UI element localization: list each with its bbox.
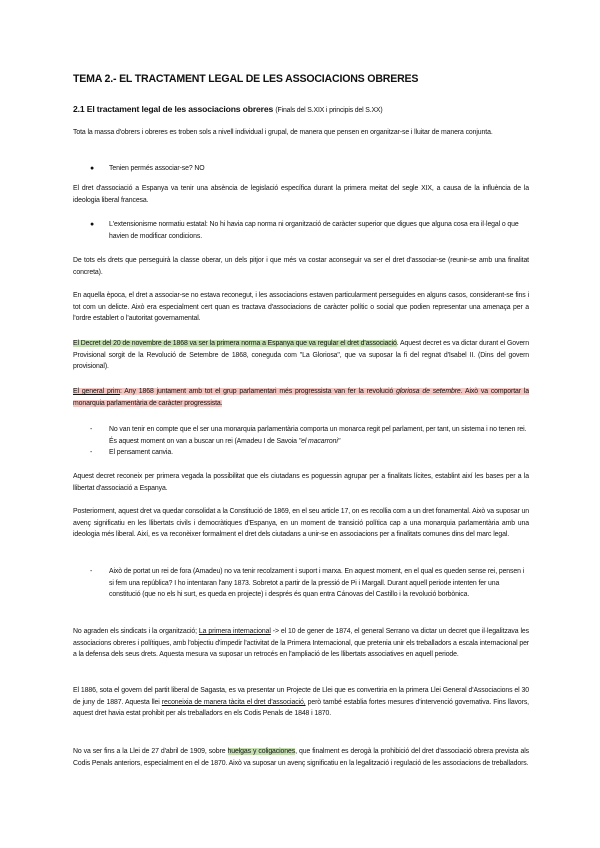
paragraph-primera-internacional — [73, 626, 529, 661]
paragraph-llei-1887 — [73, 685, 529, 720]
paragraph-text: No va ser fins a la Llei de 27 d'abril de 1909, sobre — [73, 748, 228, 755]
dash-item — [90, 424, 530, 447]
paragraph-general-prim — [73, 386, 529, 409]
paragraph: En aquella època, el dret a associar-se no estava reconegut, i les associacions estaven particularment perseguides en alguns casos, considerant-se fins i tot com un delicte. Això era especialment cert quan es tractava d'associacions de caràcter polític o social que podien representar una amenaça per a l'ordre establert o l'autoritat governamental. — [73, 292, 529, 323]
dash-item — [90, 566, 530, 601]
bullet-text: L'extensionisme normatiu estatal: No hi havia cap norma ni organització de caràcter superior que digues que alguna cosa era il·legal o que havien de modificar condicions. — [109, 221, 519, 240]
underlined-label: El general prim — [73, 388, 120, 395]
highlighted-text: El Decret del 20 de novembre de 1868 va ser la primera norma a Espanya que va regular el dret d'associació — [73, 340, 397, 347]
bullet-item — [90, 219, 530, 242]
paragraph: De tots els drets que perseguirà la classe oberar, un dels pitjor i que més va costar aconseguir va ser el dret d'associar-se (reunir-se amb una finalitat concreta). — [73, 257, 529, 276]
paragraph-text: però també establia fortes mesures d'intervenció governativa. Fins llavors, aquest dret havia estat prohibit per als treballadors en els Codis Penals de 1848 i 1870. — [73, 698, 530, 718]
section-heading-main: 2.1 El tractament legal de les associacions obreres — [73, 104, 274, 114]
paragraph-text: No agraden els sindicats i la organització; — [73, 628, 199, 635]
underlined-text: reconeixia de manera tàcita el dret d'associació, — [161, 698, 306, 706]
paragraph-text: El 1886, sota el govern del partit liberal de Sagasta, es va presentar un Projecte de Llei que es convertiria en la primera Llei General d'Associacions el 30 de juny de 1887. Aquesta llei — [73, 687, 529, 706]
dash-text: No van tenir en compte que el ser una monarquia parlamentària comporta un monarca regit pel parlament, per tant, un sistema i no tenen rei. És aquest moment on van a buscar un rei (Amadeu I de Savoia — [109, 426, 527, 445]
bullet-item — [90, 163, 530, 175]
bullet-marker: ● — [90, 221, 95, 228]
dash-text: El pensament canvia. — [109, 449, 173, 456]
paragraph: El dret d'associació a Espanya va tenir una absència de legislació específica durant la primera meitat del segle XIX, a causa de la influència de la ideologia liberal francesa. — [73, 185, 529, 204]
dash-marker: - — [90, 426, 93, 433]
dash-marker: - — [90, 568, 93, 575]
underlined-text: La primera internacional — [198, 628, 271, 635]
dash-item — [90, 447, 530, 459]
paragraph-text: , que finalment es derogà la prohibició del dret d'associació obrera prevista als Codis Penals anteriors, especialment en el de 1870. Això va suposar un avenç significatiu en la legalització i regulació de les associacions de treballadors. — [73, 748, 530, 767]
paragraph-text: . Aquest decret es va dictar durant el Govern Provisional sorgit de la Revolució de Setembre de 1868, coneguda com "La Gloriosa", que va suposar la fi del regnat d'Isabel II. (Dins del govern provisional). — [73, 340, 529, 371]
highlighted-text: huelgas y coligaciones — [227, 748, 296, 755]
dash-text: Això de portat un rei de fora (Amadeu) no va tenir recolzament i suport i marxa. En aquest moment, en el qual es queden sense rei, pensen i si fem una república? I ho intentaran l'any 1873. Sobretot a partir de la pressió de Pi i Margall. Durant aquell periode intenten fer una constitució (que no els hi surt, es queda en projecte) i després és quan entra Cánovas del Castillo i la revolució borbònica. — [109, 568, 525, 599]
document-title: TEMA 2.- EL TRACTAMENT LEGAL DE LES ASSOCIACIONS OBRERES — [73, 73, 419, 85]
bullet-marker: ● — [90, 165, 95, 172]
section-heading — [73, 104, 383, 114]
paragraph-text: -> el 10 de gener de 1874, el general Serrano va dictar un decret que il·legalitzava les associacions obreres i polítiques, amb l'objectiu d'impedir l'activitat de la Primera Internacional, que pretenia unir els treballadors a escala internacional per a la defensa dels seus drets. Aquesta mesura va suposar un retrocés en l'ampliació de les llibertats associatives en aquell periode. — [73, 628, 529, 659]
paragraph: Aquest decret reconeix per primera vegada la possibilitat que els ciutadans es poguessin agrupar per a finalitats lícites, establint així les bases per a la llibertat d'associació a Espanya. — [73, 473, 529, 492]
section-heading-note: (Finals del S.XIX i principis del S.XX) — [275, 107, 383, 114]
italic-text: gloriosa de setembre — [396, 388, 461, 395]
paragraph-text: : Any 1868 juntament amb tot el grup parlamentari més progressista van fer la revolució — [119, 388, 397, 395]
paragraph-text: . Això va comportar la monarquia parlamentària de caràcter progressista. — [73, 388, 529, 407]
italic-text: "el macarroni" — [298, 437, 341, 445]
paragraph-decret-1868 — [73, 338, 529, 373]
paragraph: Posteriorment, aquest dret va quedar consolidat a la Constitució de 1869, en el seu article 17, on es recollia com a un dret fonamental. Això va suposar un avenç significatiu en les llibertats civils i democràtiques d'Espanya, en un moment de transició política cap a una monarquia parlamentària amb una ideologia més liberal. Així, es va reconèixer formalment el dret dels ciutadans a unir-se en associacions per a finalitats comunes dins del marc legal. — [73, 508, 529, 539]
paragraph-llei-1909 — [73, 746, 529, 769]
bullet-text: Tenien permés associar-se? NO — [109, 165, 205, 172]
dash-marker: - — [90, 449, 93, 456]
paragraph: Tota la massa d'obrers i obreres es troben sols a nivell individual i grupal, de manera que pensen en organitzar-se i lluitar de manera conjunta. — [73, 129, 493, 136]
